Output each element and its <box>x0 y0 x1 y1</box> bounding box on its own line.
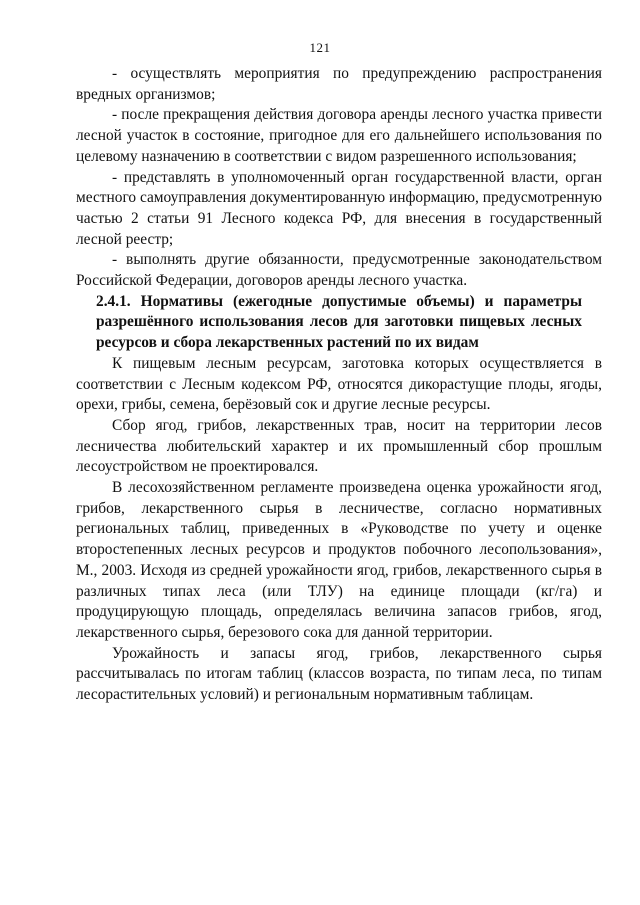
paragraph: Сбор ягод, грибов, лекарственных трав, носит на территории лесов лесничества любительский характер и их промышленный сбор прошлым лесоустройством не проектировался. <box>76 416 602 476</box>
page-number: 121 <box>309 40 331 55</box>
list-item: - после прекращения действия договора аренды лесного участка привести лесной участок в состояние, пригодное для его дальнейшего использования по целевому назначению в соответствии с видом разрешенного использования; <box>76 106 602 165</box>
list-item: - осуществлять мероприятия по предупреждению распространения вредных организмов; <box>76 65 602 103</box>
obligations-list <box>76 64 602 292</box>
document-body <box>76 64 602 706</box>
paragraph: В лесохозяйственном регламенте произведена оценка урожайности ягод, грибов, лекарственного сырья в лесничестве, согласно нормативных региональных таблиц, приведенных в «Руководстве по учету и оценке второстепенных лесных ресурсов и продуктов побочного лесопользования», М., 2003. Исходя из средней урожайности ягод, грибов, лекарственного сырья в различных типах леса (или ТЛУ) на единице площади (кг/га) и продуцирующую площадь, определялась величина запасов грибов, ягод, лекарственного сырья, березового сока для данной территории. <box>76 479 602 641</box>
list-item: - представлять в уполномоченный орган государственной власти, орган местного самоуправления документированную информацию, предусмотренную частью 2 статьи 91 Лесного кодекса РФ, для внесения в государственный лесной реестр; <box>76 168 602 248</box>
paragraph: К пищевым лесным ресурсам, заготовка которых осуществляется в соответствии с Лесным кодексом РФ, относятся дикорастущие плоды, ягоды, орехи, грибы, семена, берёзовый сок и другие лесные ресурсы. <box>76 354 602 414</box>
paragraph: Урожайность и запасы ягод, грибов, лекарственного сырья рассчитывалась по итогам таблиц (классов возраста, по типам леса, по типам лесорастительных условий) и региональным нормативным таблицам. <box>76 644 602 704</box>
list-item: - выполнять другие обязанности, предусмотренные законодательством Российской Федерации, договоров аренды лесного участка. <box>76 251 602 290</box>
section-body <box>76 354 602 706</box>
section-heading: 2.4.1. Нормативы (ежегодные допустимые объемы) и параметры разрешённого использования лесов для заготовки пищевых лесных ресурсов и сбора лекарственных растений по их видам <box>96 292 582 352</box>
